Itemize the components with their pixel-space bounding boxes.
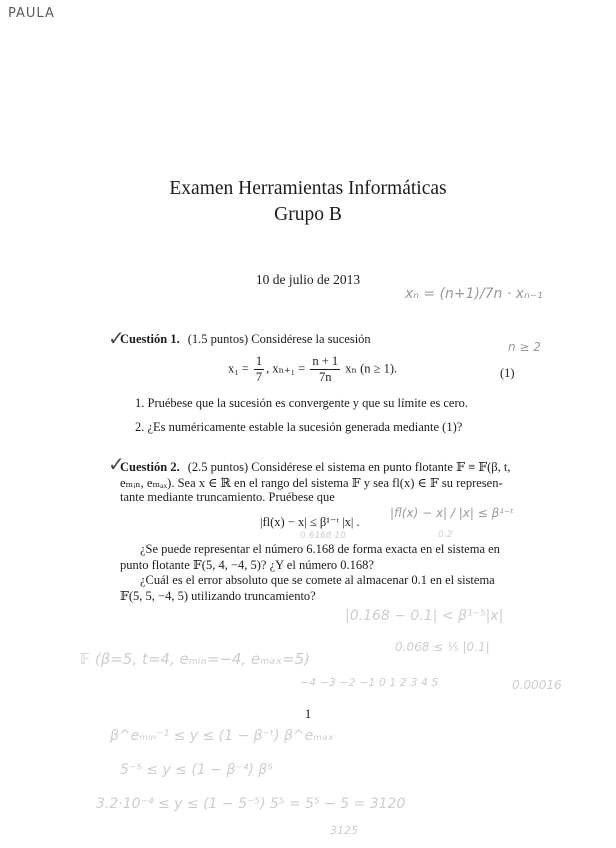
- q1-eq-frac-1-num: 1: [255, 354, 263, 368]
- q2-inequality: |fl(x) − x| ≤ β¹⁻ᵗ |x| .: [260, 515, 360, 529]
- q1-equation: [228, 354, 397, 385]
- q2-paragraph-2: ¿Cuál es el error absoluto que se comete al almacenar 0.1 en el sistema 𝔽(5, 5, −4, 5) utilizando truncamiento?: [120, 573, 495, 603]
- q1-item-2: 2. ¿Es numéricamente estable la sucesión generada mediante (1)?: [135, 420, 463, 434]
- q1-eq-frac-1: [254, 354, 264, 385]
- q1-eq-frac-1-den: 7: [255, 370, 263, 384]
- q2-text-3: tante mediante truncamiento. Pruébese que: [120, 490, 335, 504]
- q1-eq-frac-2-num: n + 1: [312, 354, 339, 368]
- q1-eq-number: (1): [500, 366, 515, 380]
- check-mark-icon: ✓: [108, 452, 125, 476]
- q2-paragraph-1: ¿Se puede representar el número 6.168 de forma exacta en el sistema en punto flotante 𝔽(5, 4, −4, 5)? ¿Y el número 0.168?: [120, 542, 500, 572]
- q1-item-1: 1. Pruébese que la sucesión es convergente y que su límite es cero.: [135, 396, 469, 410]
- annotation-02: 0.2: [438, 530, 453, 540]
- q1-prompt: (1.5 puntos) Considérese la sucesión: [187, 332, 371, 346]
- annotation-exponents: −4 −3 −2 −1 0 1 2 3 4 5: [300, 676, 439, 689]
- check-mark-icon: ✓: [108, 326, 125, 350]
- annotation-n-ge-2: n ≥ 2: [508, 340, 541, 354]
- q1-eq-frac-2: [310, 354, 340, 385]
- annotation-error-bound: |0.168 − 0.1| < β¹⁻⁵|x|: [345, 608, 504, 624]
- q2-text-1: (2.5 puntos) Considérese el sistema en punto flotante 𝔽 ≡ 𝔽(β, t,: [187, 460, 511, 474]
- annotation-system: 𝔽 (β=5, t=4, eₘᵢₙ=−4, eₘₐₓ=5): [80, 650, 310, 668]
- annotation-range-general: β^eₘᵢₙ⁻¹ ≤ y ≤ (1 − β⁻ᵗ) β^eₘₐₓ: [110, 728, 334, 744]
- annotation-range-values: 3.2·10⁻⁴ ≤ y ≤ (1 − 5⁻⁵) 5⁵ = 5⁵ − 5 = 3120: [96, 796, 406, 812]
- q2-body: [120, 542, 518, 604]
- q1-eq-mid: , xₙ₊₁ =: [266, 361, 306, 376]
- annotation-range-specific: 5⁻⁵ ≤ y ≤ (1 − β⁻⁴) β⁵: [120, 762, 273, 778]
- page-number: 1: [304, 706, 312, 721]
- q1-heading: [120, 332, 371, 347]
- exam-group: Grupo B: [274, 204, 342, 225]
- student-name-note: PAULA: [8, 6, 55, 21]
- q1-label: Cuestión 1.: [120, 332, 180, 346]
- annotation-6168: 0.6168·10: [300, 531, 346, 541]
- exam-date: 10 de julio de 2013: [255, 272, 361, 287]
- q2-text-2: eₘᵢₙ, eₘₐₓ). Sea x ∈ ℝ en el rango del sistema 𝔽 y sea fl(x) ∈ 𝔽 su represen-: [120, 476, 503, 490]
- annotation-recurrence: xₙ = (n+1)/7n · xₙ₋₁: [405, 286, 543, 302]
- annotation-result: 0.00016: [512, 678, 562, 692]
- q1-eq-tail: xₙ (n ≥ 1).: [345, 361, 398, 376]
- exam-title: Examen Herramientas Informáticas: [169, 178, 447, 199]
- q1-eq-frac-2-den: 7n: [319, 370, 332, 384]
- annotation-3125: 3125: [330, 824, 358, 837]
- q2-label: Cuestión 2.: [120, 460, 180, 474]
- q2-heading: [120, 459, 511, 475]
- annotation-bound-calc: 0.068 ≤ ⅕ |0.1|: [395, 640, 490, 654]
- q1-eq-x1: x₁ =: [228, 361, 249, 376]
- annotation-relative-error: |fl(x) − x| / |x| ≤ β¹⁻ᵗ: [390, 506, 514, 520]
